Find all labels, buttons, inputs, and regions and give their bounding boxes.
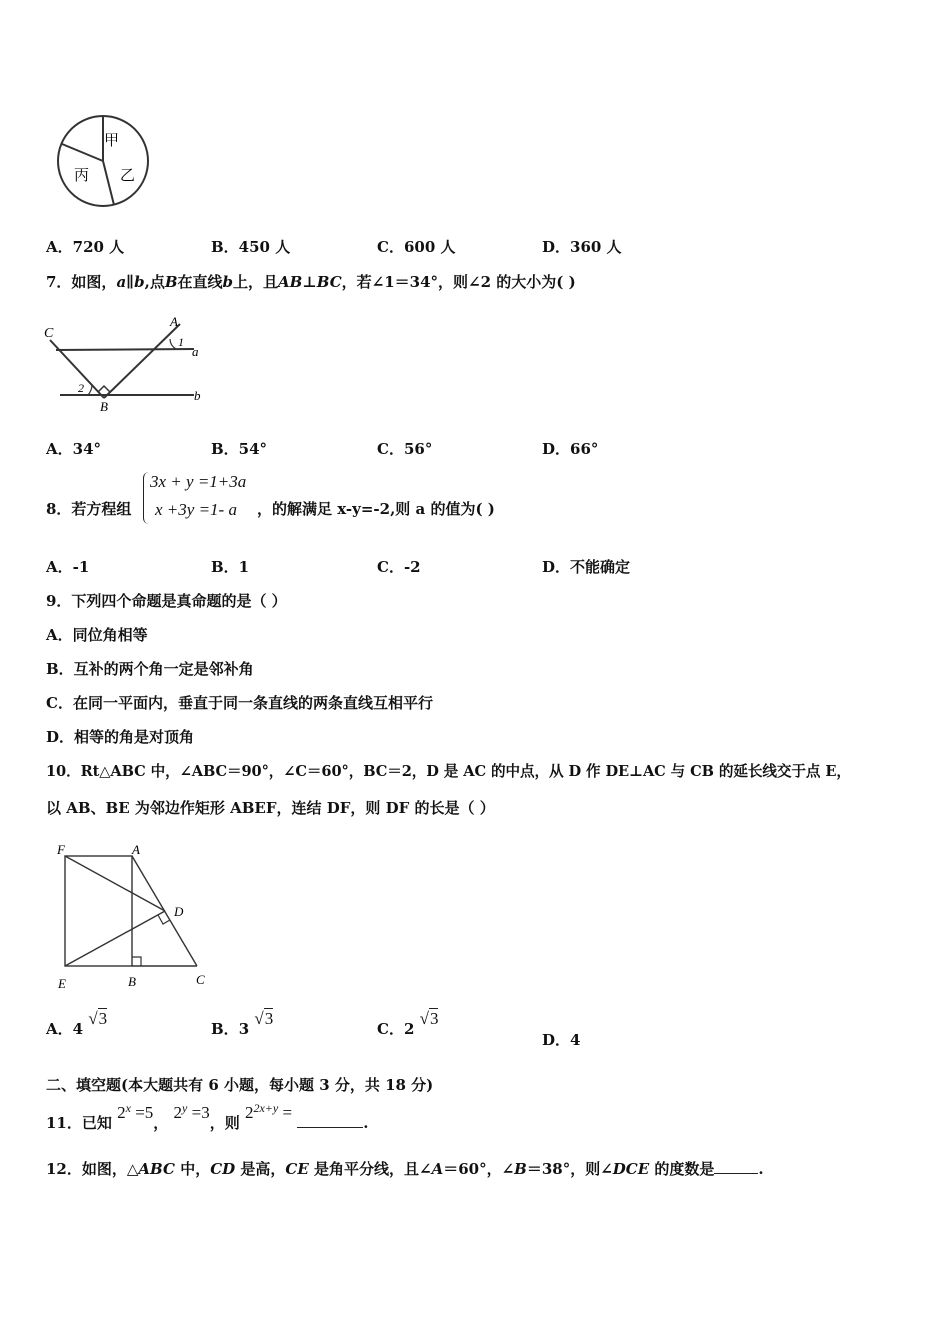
label-d: D (174, 904, 184, 919)
q7-option-a: A．34° (46, 440, 102, 458)
q6-option-b: B．450 人 (211, 238, 291, 256)
label-c10: C (196, 972, 205, 987)
label-b10: B (128, 974, 136, 989)
label-e: E (58, 976, 66, 991)
q9-stem: 9．下列四个命题是真命题的是（ ） (46, 592, 287, 610)
q7-stem: 7．如图，a∥b,点B在直线b上，且AB⊥BC，若∠1＝34°，则∠2 的大小为( ) (46, 273, 576, 291)
q8-option-b: B．1 (211, 558, 250, 576)
q8-option-d: D．不能确定 (542, 558, 631, 576)
label-line-a: a (192, 344, 199, 359)
q7-option-d: D．66° (542, 440, 599, 458)
section-2-title: 二、填空题(本大题共有 6 小题，每小题 3 分，共 18 分) (46, 1076, 434, 1094)
q7-option-b: B．54° (211, 440, 268, 458)
q6-option-a: A．720 人 (46, 238, 125, 256)
pie-figure (54, 112, 154, 210)
q9-option-c: C．在同一平面内，垂直于同一条直线的两条直线互相平行 (46, 694, 433, 712)
q10-option-b: B．3 √3 (211, 1009, 274, 1038)
q10-stem-line-2: 以 AB、BE 为邻边作矩形 ABEF，连结 DF，则 DF 的长是（ ） (46, 799, 495, 817)
pie-label-jia: 甲 (104, 133, 120, 149)
q8-equation-2: x +3y =1- a (155, 500, 237, 519)
label-1: 1 (178, 335, 184, 349)
q6-option-d: D．360 人 (542, 238, 622, 256)
equation-brace (143, 472, 150, 524)
label-f: F (57, 842, 65, 857)
q9-option-b: B．互补的两个角一定是邻补角 (46, 660, 254, 678)
q6-option-c: C．600 人 (377, 238, 456, 256)
q12-stem: 12．如图，△ABC 中，CD 是高，CE 是角平分线，且∠A＝60°，∠B＝38°，则∠DCE 的度数是 . (46, 1160, 764, 1178)
q8-suffix: ，的解满足 x-y=-2,则 a 的值为( ) (257, 500, 495, 518)
q10-option-a: A．4 √3 (46, 1009, 108, 1038)
q11-stem: 11．已知 $2^x =5$， $2^y =3$，则 $2^{2x+y}$ = . (46, 1101, 369, 1132)
label-2: 2 (78, 381, 84, 395)
pie-label-yi: 乙 (120, 168, 136, 184)
q10-option-d: D．4 (542, 1031, 581, 1049)
q12-answer-blank[interactable] (714, 1173, 758, 1174)
q10-option-c: C．2 √3 (377, 1009, 439, 1038)
q8-equation-1: 3x + y =1+3a (150, 472, 247, 491)
q10-stem-line-1: 10．Rt△ABC 中，∠ABC＝90°，∠C＝60°，BC＝2，D 是 AC 的中点，从 D 作 DE⊥AC 与 CB 的延长线交于点 E， (46, 763, 851, 780)
label-a10: A (132, 842, 140, 857)
parallel-lines-figure (42, 312, 210, 414)
q8-option-a: A．-1 (46, 558, 90, 576)
label-b-point: B (100, 399, 108, 414)
q8-prefix: 8．若方程组 (46, 500, 132, 518)
q11-answer-blank[interactable] (297, 1127, 363, 1128)
label-c: C (44, 326, 54, 341)
label-a: A (170, 314, 178, 329)
q9-option-a: A．同位角相等 (46, 626, 148, 644)
rectangle-triangle-figure (52, 840, 222, 992)
q7-option-c: C．56° (377, 440, 433, 458)
q8-option-c: C．-2 (377, 558, 421, 576)
q9-option-d: D．相等的角是对顶角 (46, 728, 195, 746)
label-line-b: b (194, 388, 201, 403)
pie-label-bing: 丙 (74, 168, 90, 184)
